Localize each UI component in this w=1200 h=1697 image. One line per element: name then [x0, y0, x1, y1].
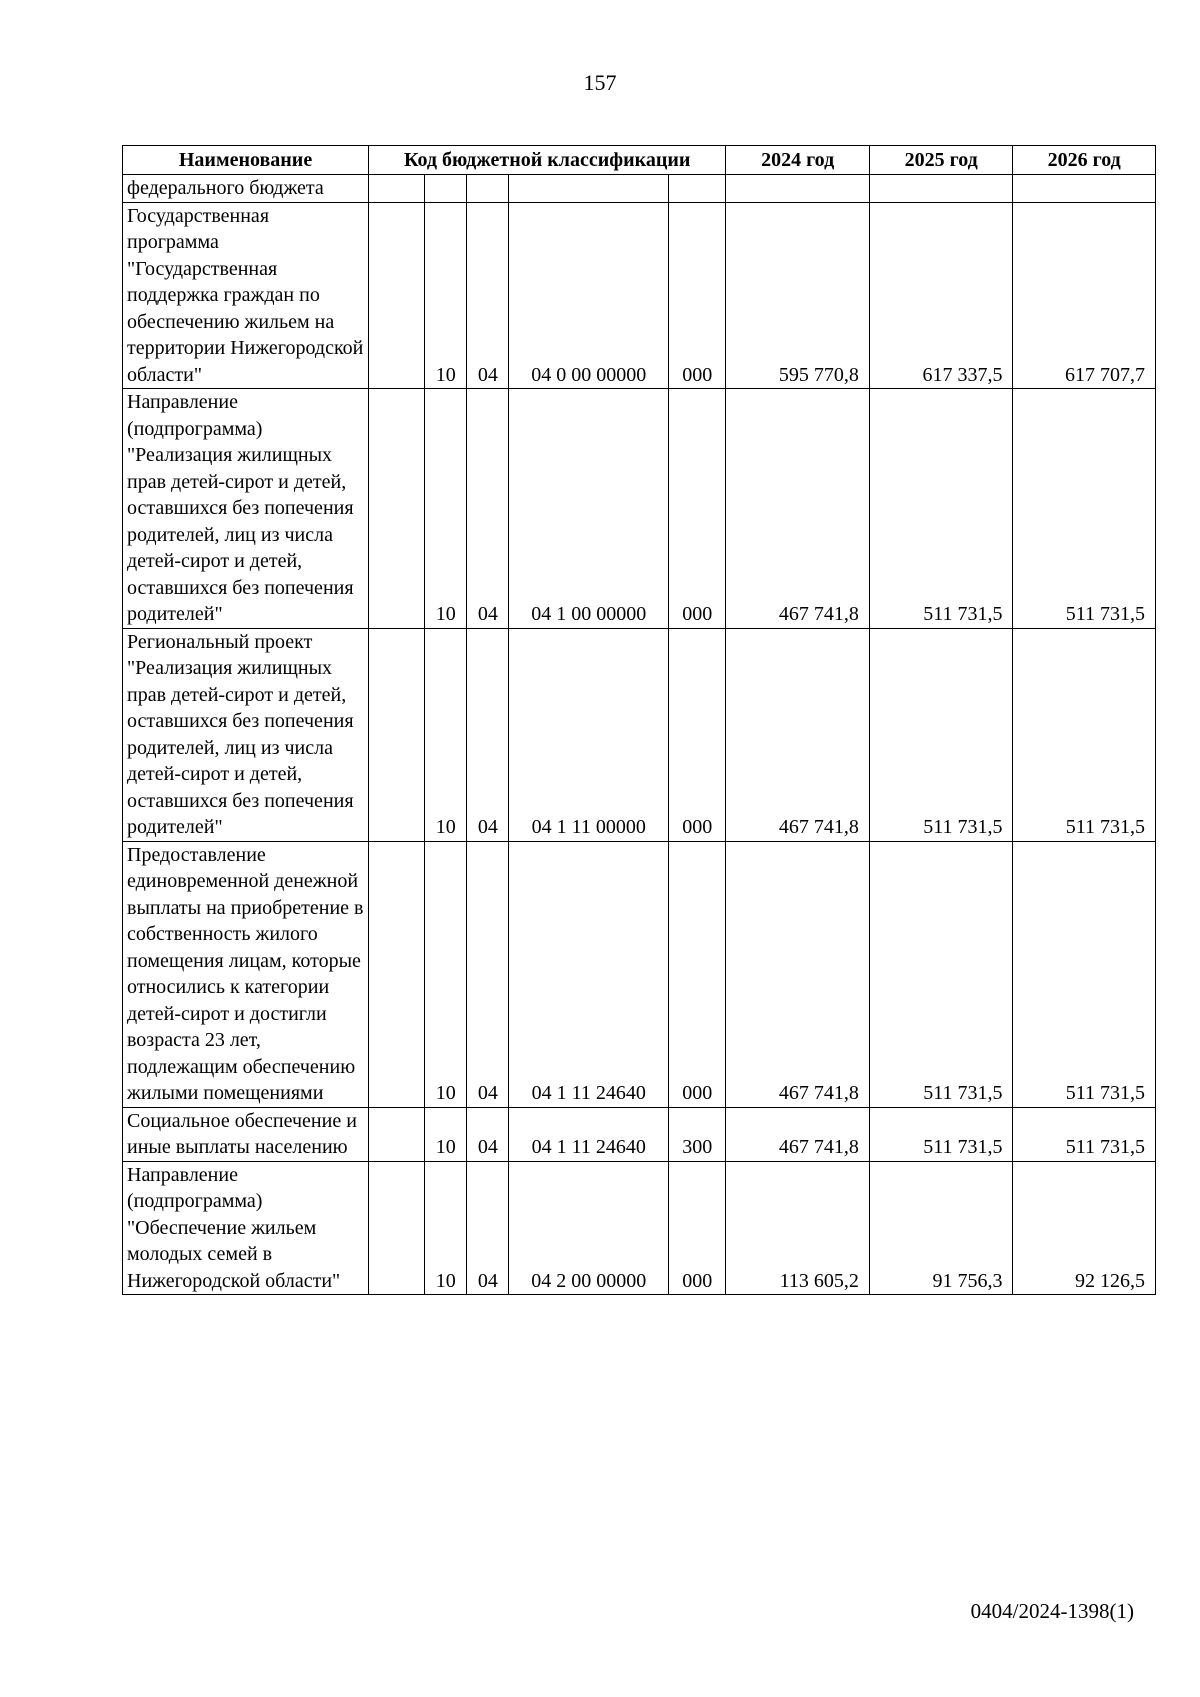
table-row: [123, 202, 1156, 389]
value-2026: 511 731,5: [1013, 841, 1156, 1107]
budget-table: [122, 145, 1156, 1295]
code-target-article: 04 1 11 24640: [509, 1107, 669, 1161]
row-name: Предоставление единовременной денежной выплаты на приобретение в собственность жилого помещения лицам, которые относились к категории детей-сирот и достигли возраста 23 лет, подлежащим обеспечению жилыми помещениями: [123, 841, 369, 1107]
code-section: 10: [425, 202, 467, 389]
code-expense-type: 000: [669, 628, 726, 841]
code-subsection: 04: [467, 202, 509, 389]
value-2024: [726, 175, 870, 203]
code-expense-type: [669, 175, 726, 203]
code-target-article: 04 1 11 00000: [509, 628, 669, 841]
value-2026: [1013, 175, 1156, 203]
code-expense-type: 000: [669, 1161, 726, 1295]
document-registration-number: 0404/2024-1398(1): [970, 1599, 1134, 1623]
code-section: 10: [425, 841, 467, 1107]
code-target-article: 04 1 11 24640: [509, 841, 669, 1107]
header-code: Код бюджетной классификации: [369, 146, 726, 175]
code-section: [425, 175, 467, 203]
table-row: [123, 175, 1156, 203]
header-2025: 2025 год: [869, 146, 1013, 175]
row-name: Направление (подпрограмма) "Обеспечение жильем молодых семей в Нижегородской области": [123, 1161, 369, 1295]
value-2026: 511 731,5: [1013, 628, 1156, 841]
value-2026: 92 126,5: [1013, 1161, 1156, 1295]
code-col-1: [369, 175, 425, 203]
row-name: Направление (подпрограмма) "Реализация жилищных прав детей-сирот и детей, оставшихся без попечения родителей, лиц из числа детей-сирот и детей, оставшихся без попечения родителей": [123, 389, 369, 629]
value-2025: 617 337,5: [869, 202, 1013, 389]
code-subsection: 04: [467, 841, 509, 1107]
value-2024: 113 605,2: [726, 1161, 870, 1295]
code-target-article: 04 0 00 00000: [509, 202, 669, 389]
code-expense-type: 000: [669, 202, 726, 389]
value-2026: 617 707,7: [1013, 202, 1156, 389]
code-col-1: [369, 628, 425, 841]
table-header-row: [123, 146, 1156, 175]
code-section: 10: [425, 1161, 467, 1295]
page-number: 157: [583, 70, 617, 95]
code-subsection: [467, 175, 509, 203]
value-2025: 511 731,5: [869, 841, 1013, 1107]
code-col-1: [369, 202, 425, 389]
value-2024: 467 741,8: [726, 841, 870, 1107]
table-row: [123, 1161, 1156, 1295]
header-2024: 2024 год: [726, 146, 870, 175]
value-2024: 467 741,8: [726, 1107, 870, 1161]
code-target-article: 04 2 00 00000: [509, 1161, 669, 1295]
table-row: [123, 1107, 1156, 1161]
code-target-article: 04 1 00 00000: [509, 389, 669, 629]
value-2026: 511 731,5: [1013, 389, 1156, 629]
row-name: федерального бюджета: [123, 175, 369, 203]
header-2026: 2026 год: [1013, 146, 1156, 175]
code-section: 10: [425, 389, 467, 629]
value-2025: 511 731,5: [869, 1107, 1013, 1161]
table-row: [123, 389, 1156, 629]
code-subsection: 04: [467, 1161, 509, 1295]
value-2025: 91 756,3: [869, 1161, 1013, 1295]
value-2024: 595 770,8: [726, 202, 870, 389]
code-target-article: [509, 175, 669, 203]
value-2025: 511 731,5: [869, 628, 1013, 841]
code-expense-type: 300: [669, 1107, 726, 1161]
code-expense-type: 000: [669, 389, 726, 629]
code-subsection: 04: [467, 628, 509, 841]
value-2025: 511 731,5: [869, 389, 1013, 629]
value-2024: 467 741,8: [726, 389, 870, 629]
code-col-1: [369, 1161, 425, 1295]
code-expense-type: 000: [669, 841, 726, 1107]
header-name: Наименование: [123, 146, 369, 175]
row-name: Региональный проект "Реализация жилищных прав детей-сирот и детей, оставшихся без попечения родителей, лиц из числа детей-сирот и детей, оставшихся без попечения родителей": [123, 628, 369, 841]
value-2026: 511 731,5: [1013, 1107, 1156, 1161]
code-section: 10: [425, 628, 467, 841]
code-subsection: 04: [467, 389, 509, 629]
code-subsection: 04: [467, 1107, 509, 1161]
table-row: [123, 841, 1156, 1107]
code-col-1: [369, 389, 425, 629]
value-2025: [869, 175, 1013, 203]
row-name: Социальное обеспечение и иные выплаты населению: [123, 1107, 369, 1161]
table-row: [123, 628, 1156, 841]
code-col-1: [369, 841, 425, 1107]
row-name: Государственная программа "Государственная поддержка граждан по обеспечению жильем на территории Нижегородской области": [123, 202, 369, 389]
code-col-1: [369, 1107, 425, 1161]
value-2024: 467 741,8: [726, 628, 870, 841]
code-section: 10: [425, 1107, 467, 1161]
